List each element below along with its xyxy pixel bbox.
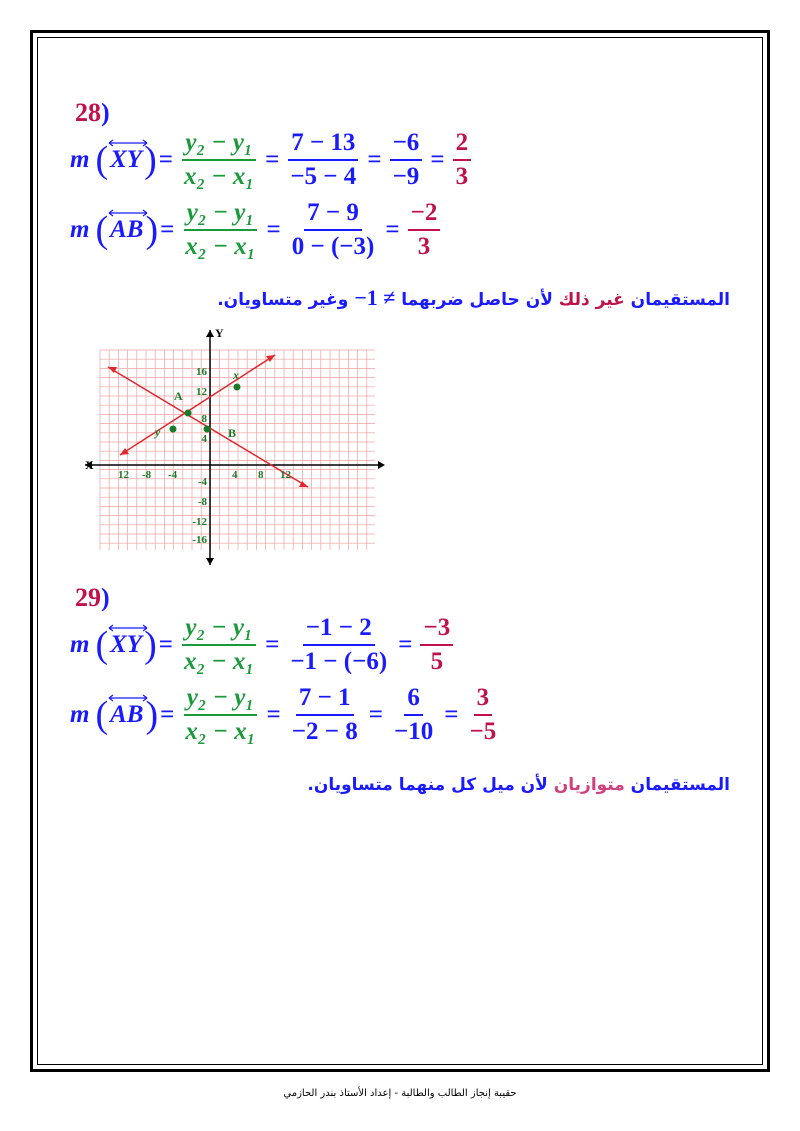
- y-tick-labels: [192, 366, 207, 546]
- problem-29-number: 29): [75, 583, 110, 612]
- coordinate-graph: [80, 325, 385, 570]
- page-footer: حقيبة إنجاز الطالب والطالبة - إعداد الأستاذ بندر الحازمي: [283, 1088, 517, 1099]
- label-y: y: [155, 425, 161, 439]
- problem-29-slope-xy: m ( XY ) = $\frac{\text{y₂ − y₁}}{\text{x₂ − x₁}}$ = $\frac{-1 - 2}{-1 - (-6)}$ = $\frac{-3}{5}$: [70, 610, 459, 680]
- y-tick-label: -12: [192, 516, 207, 528]
- y-tick-label: 12: [196, 386, 207, 398]
- double-arrow-icon: [108, 694, 148, 702]
- slope-formula: $\frac{\text{y₂ − y₁}}{\text{x₂ − x₁}}$: [183, 129, 255, 190]
- problem-28-slope-xy: m ( XY ) = $\frac{\text{y₂ − y₁}}{\text{x₂ − x₁}}$ = $\frac{7 - 13}{-5 - 4}$ = $\frac{-6}{-9}$ = $\frac{2}{3}$: [70, 125, 477, 195]
- slope-symbol: m: [70, 146, 90, 173]
- y-tick-label: 16: [196, 366, 207, 378]
- x-tick-label: -4: [168, 469, 178, 481]
- y-tick-label: -16: [192, 534, 207, 546]
- x-tick-label: 12: [280, 469, 291, 481]
- y-tick-label: 4: [201, 433, 207, 445]
- x-tick-label: 12: [118, 469, 129, 481]
- x-tick-label: 8: [258, 469, 264, 481]
- point-y: [170, 426, 177, 433]
- y-axis-arrow-icon: [206, 330, 214, 337]
- label-a: A: [174, 389, 183, 403]
- y-tick-label: 8: [201, 413, 207, 425]
- label-b: B: [228, 426, 237, 440]
- ab-result: $\frac{-2}{3}$: [408, 199, 441, 261]
- problem-28-slope-ab: m ( AB ) = $\frac{\text{y₂ − y₁}}{\text{x₂ − x₁}}$ = $\frac{7 - 9}{0 - (-3)}$ = $\frac{-2}{3}$: [70, 195, 446, 265]
- double-arrow-icon: [108, 209, 148, 217]
- xy-result: $\frac{2}{3}$: [453, 129, 472, 191]
- graph-axes: [85, 330, 385, 565]
- point-x: [234, 384, 241, 391]
- xy-substitution: $\frac{7 - 13}{-5 - 4}$: [287, 129, 359, 191]
- problem-29-slope-ab: m ( AB ) = $\frac{\text{y₂ − y₁}}{\text{x₂ − x₁}}$ = $\frac{7 - 1}{-2 - 8}$ = $\frac{6}{-10}$ = $\frac{3}{-5}$: [70, 684, 497, 745]
- label-x: x: [233, 368, 239, 382]
- y-tick-label: -8: [197, 496, 207, 508]
- problem-28-number: 28): [75, 98, 110, 127]
- line-ab-label: AB: [108, 216, 145, 244]
- point-b: [204, 426, 211, 433]
- y-axis-label: Y: [215, 326, 224, 340]
- ab-substitution: $\frac{7 - 9}{0 - (-3)}$: [291, 199, 375, 260]
- x-tick-label: -8: [142, 469, 152, 481]
- x-axis-arrow-icon: [378, 461, 385, 469]
- line-xy-label: XY: [108, 146, 144, 174]
- x-tick-label: 4: [232, 469, 238, 481]
- problem-28-conclusion: المستقيمان غير ذلك لأن حاصل ضربهما −1 ≠ وغير متساويان.: [217, 285, 730, 310]
- point-a: [185, 410, 192, 417]
- problem-29-conclusion: المستقيمان متوازيان لأن ميل كل منهما متساويان.: [307, 775, 730, 795]
- xy-simplified: $\frac{-6}{-9}$: [390, 129, 423, 191]
- y-tick-label: -4: [197, 476, 207, 488]
- double-arrow-icon: [108, 139, 148, 147]
- double-arrow-icon: [108, 624, 148, 632]
- line-xy-arrow: [266, 355, 275, 362]
- x-axis-label: X: [85, 458, 94, 472]
